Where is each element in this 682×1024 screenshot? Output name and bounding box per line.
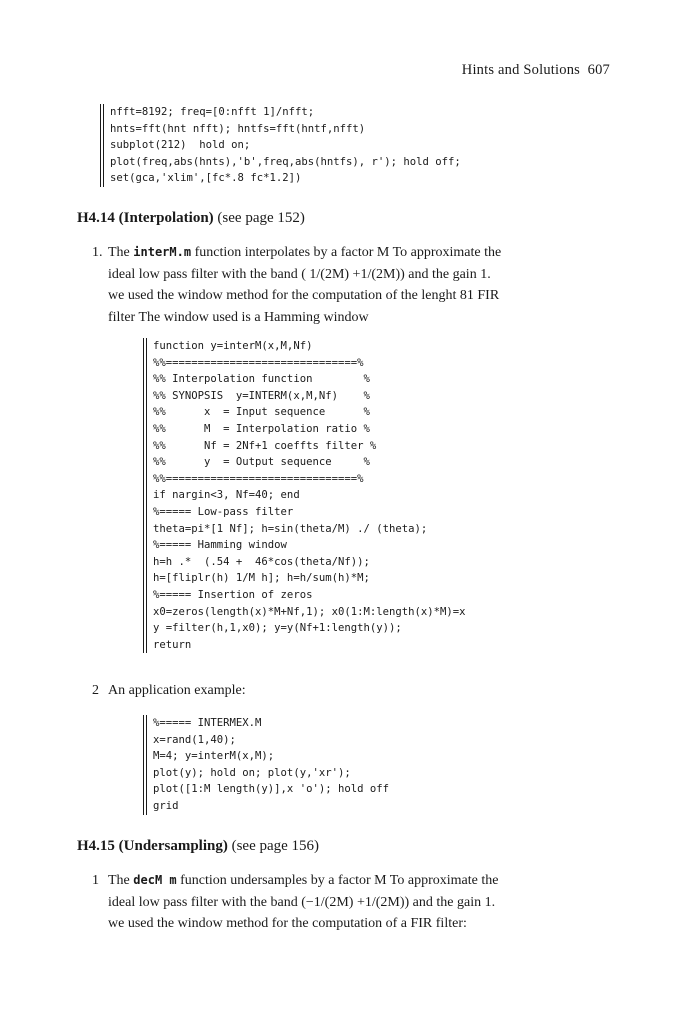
code-line: h=h .* (.54 + 46*cos(theta/Nf)); — [153, 555, 370, 568]
code-line: plot(y); hold on; plot(y,'xr'); — [153, 766, 351, 779]
section-heading-h414 — [77, 210, 305, 227]
text-line — [108, 285, 653, 307]
code-line: y =filter(h,1,x0); y=y(Nf+1:length(y)); — [153, 622, 402, 635]
code-line: %===== Hamming window — [153, 539, 287, 552]
item-number: 2 — [92, 683, 99, 698]
code-line: if nargin<3, Nf=40; end — [153, 489, 300, 502]
code-line: hnts=fft(hnt nfft); hntfs=fft(hntf,nfft) — [110, 122, 366, 135]
section-title: H4.15 (Undersampling) — [77, 838, 228, 854]
text-line — [108, 870, 653, 892]
code-line: set(gca,'xlim',[fc*.8 fc*1.2]) — [110, 172, 302, 185]
code-line: plot([1:M length(y)],x 'o'); hold off — [153, 783, 389, 796]
code-line: x0=zeros(length(x)*M+Nf,1); x0(1:M:length(x)*M)=x — [153, 605, 466, 618]
code-line: x=rand(1,40); — [153, 733, 236, 746]
code-line: plot(freq,abs(hnts),'b',freq,abs(hntfs), r'); hold off; — [110, 155, 461, 168]
code-line: subplot(212) hold on; — [110, 139, 251, 152]
section-title: H4.14 (Interpolation) — [77, 210, 214, 226]
code-line: %%==============================% — [153, 472, 364, 485]
list-item-3 — [92, 870, 653, 935]
text-line — [108, 264, 653, 286]
list-item-1 — [92, 242, 653, 328]
item-number: 1. — [92, 245, 103, 260]
code-line: theta=pi*[1 Nf]; h=sin(theta/M) ./ (theta); — [153, 522, 428, 535]
text-fragment: The — [108, 245, 134, 260]
page-number: 607 — [587, 62, 610, 78]
text-fragment: ideal low pass filter with the band ( 1/(2M) +1/(2M)) and the gain 1. — [108, 266, 491, 282]
text-line — [108, 892, 653, 914]
text-fragment: filter The window used is a Hamming window — [108, 309, 369, 325]
code-line: return — [153, 638, 192, 651]
code-line: %===== INTERMEX.M — [153, 717, 262, 729]
code-line: M=4; y=interM(x,M); — [153, 750, 275, 763]
code-line: h=[fliplr(h) 1/M h]; h=h/sum(h)*M; — [153, 572, 370, 585]
text-line — [108, 307, 653, 329]
function-name: interM.m — [133, 245, 192, 259]
code-line: %% M = Interpolation ratio % — [153, 422, 370, 435]
code-listing-interM — [143, 338, 466, 653]
code-line: nfft=8192; freq=[0:nfft 1]/nfft; — [110, 106, 315, 118]
code-listing-plot — [100, 104, 461, 187]
code-line: %===== Low-pass filter — [153, 505, 294, 518]
text-fragment: function interpolates by a factor M To approximate the — [191, 245, 502, 260]
code-line: %% Interpolation function % — [153, 373, 370, 386]
text-fragment: we used the window method for the computation of the lenght 81 FIR — [108, 288, 500, 303]
text-fragment: function undersamples by a factor M To approximate the — [176, 873, 499, 888]
running-title: Hints and Solutions — [461, 62, 580, 78]
text-line — [108, 913, 653, 935]
code-listing-example — [143, 715, 389, 815]
see-page-reference: (see page 156) — [231, 838, 320, 854]
code-line: %===== Insertion of zeros — [153, 588, 313, 601]
see-page-reference: (see page 152) — [217, 210, 305, 226]
code-line: %%==============================% — [153, 356, 364, 369]
section-heading-h415 — [77, 838, 319, 855]
text-fragment: ideal low pass filter with the band (−1/(2M) +1/(2M)) and the gain 1. — [108, 894, 496, 910]
text-fragment: The — [108, 873, 134, 888]
running-header — [462, 62, 610, 79]
list-item-2 — [92, 680, 653, 702]
code-line: %% SYNOPSIS y=INTERM(x,M,Nf) % — [153, 389, 370, 402]
item-text: An application example: — [108, 683, 246, 698]
code-line: function y=interM(x,M,Nf) — [153, 340, 313, 352]
code-line: %% x = Input sequence % — [153, 406, 370, 419]
item-number: 1 — [92, 873, 99, 888]
code-line: %% Nf = 2Nf+1 coeffts filter % — [153, 439, 377, 452]
function-name: decM m — [133, 873, 177, 887]
text-line — [108, 242, 653, 264]
code-line: grid — [153, 799, 179, 812]
code-line: %% y = Output sequence % — [153, 456, 370, 469]
text-fragment: we used the window method for the computation of a FIR filter: — [108, 916, 467, 931]
